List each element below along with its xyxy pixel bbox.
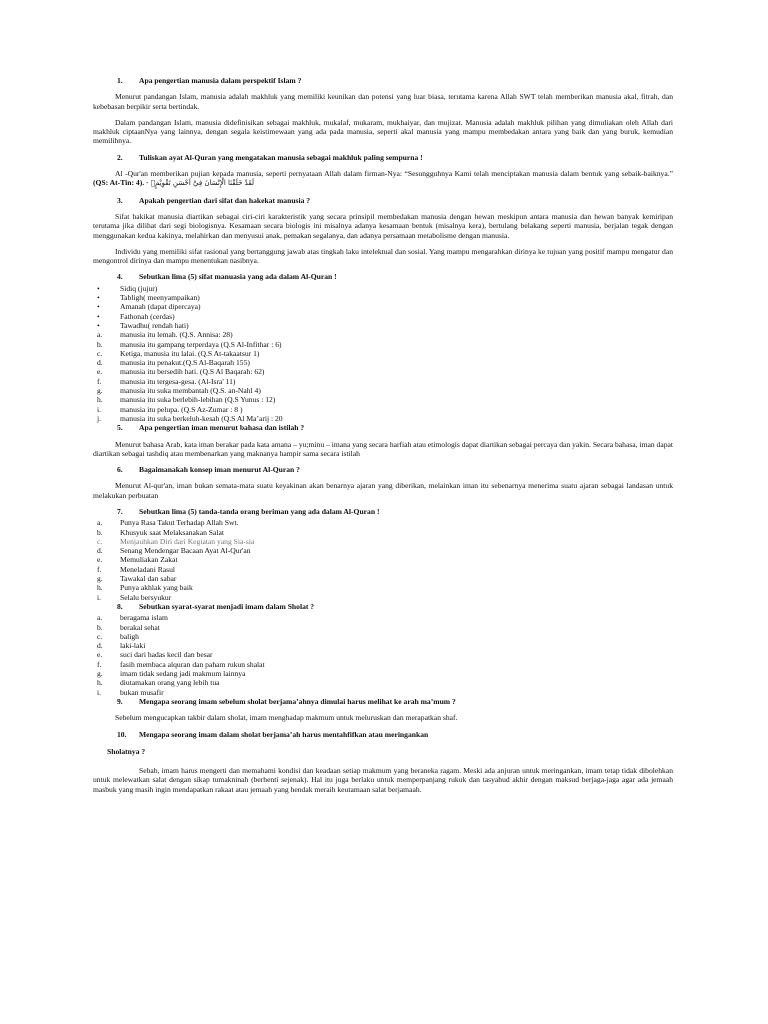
- verse-reference: (QS: At-Tin: 4).: [93, 178, 145, 188]
- list-marker: g.: [97, 386, 103, 396]
- list-item: [93, 678, 673, 687]
- list-item: [93, 688, 673, 697]
- question-number: 3.: [117, 195, 123, 205]
- answer-lettered-list: [93, 613, 673, 697]
- answer-paragraph: Sebab, imam harus mengerti dan memahami kondisi dan keadaan setiap makmum yang beraneka ragam. Meski ada anjuran untuk meringankan, imam tetap tidak dibolehkan untuk melewatkan salat dengan sikap tumakninah (berhenti sejenak). Hal itu juga berlaku untuk memperpanjang rukuk dan tasyahud akhir dengan maksud berjaga-jaga agar ada jemaah masbuk yang masih ingin mendapatkan rakaat atau jemaah yang hendak meraih keutamaan salat berjamaah.: [93, 766, 673, 794]
- list-marker: d.: [97, 546, 103, 556]
- question-title: Tuliskan ayat Al-Quran yang mengatakan manusia sebagai makhluk paling sempurna !: [139, 152, 423, 162]
- question-title-continuation: Sholatnya ?: [107, 746, 146, 756]
- list-marker: e.: [97, 367, 103, 377]
- list-item-text: Khusyuk saat Melaksanakan Salat: [120, 527, 224, 537]
- list-item: [93, 641, 673, 650]
- answer-paragraph: Dalam pandangan Islam, manusia didefinisikan sebagai makhluk, mukalaf, mukaram, mukhaiyar, dan mujizat. Manusia adalah makhluk pilihan yang dimuliakan oleh Allah dari makhluk ciptaanNya yang lainnya, dengan segala keistimewaan yang ada pada manusia, seperti akal manusia yang mampu membedakan antara yang baik dan yang buruk, kemudian memilihnya.: [93, 117, 673, 146]
- list-marker: d.: [97, 641, 103, 651]
- list-marker: i.: [97, 404, 102, 414]
- answer-paragraph: Individu yang memiliki sifat rasional yang bertanggung jawab atas tingkah laku intelektual dan sosial. Yang mampu mengarahkan dirinya ke tujuan yang positif mampu mengatur dan mengontrol dirinya dan mampu menentukan nasibnya.: [93, 246, 673, 266]
- list-item-text: Senang Mendengar Bacaan Ayat Al-Qur'an: [120, 546, 251, 556]
- question-title: Sebutkan lima (5) sifat manuasia yang ada dalam Al-Quran !: [139, 272, 337, 282]
- question-heading: [93, 507, 673, 516]
- list-item-text: beragama islam: [120, 613, 168, 623]
- question-heading: [93, 196, 673, 205]
- list-marker: h.: [97, 583, 103, 593]
- list-item-text: Tawadhu( rendah hati): [120, 320, 189, 330]
- list-item: [93, 312, 673, 321]
- list-item: [93, 613, 673, 622]
- list-item: [93, 555, 673, 564]
- question-number: 9.: [117, 696, 123, 706]
- list-marker: i.: [97, 592, 102, 602]
- list-marker: j.: [97, 413, 102, 423]
- list-item-text: Memuliakan Zakat: [120, 555, 178, 565]
- question-heading: [93, 730, 673, 739]
- list-item-text: manusia itu suka berlebih-lebihan (Q.S Yunus : 12): [120, 395, 276, 405]
- question-number: 2.: [117, 152, 123, 162]
- list-item-text: berakal sehat: [120, 622, 160, 632]
- list-item: [93, 623, 673, 632]
- list-item: [93, 632, 673, 641]
- list-item-text: manusia itu suka membantah (Q.S. an-Nahl 4): [120, 386, 261, 396]
- list-item-text: Tawakal dan sabar: [120, 574, 177, 584]
- list-marker: c.: [97, 348, 103, 358]
- list-marker: •: [97, 283, 100, 293]
- list-item: [93, 358, 673, 367]
- answer-bullet-list: [93, 284, 673, 330]
- question-heading: [93, 272, 673, 281]
- list-item-text: Amanah (dapat dipercaya): [120, 302, 201, 312]
- list-item-text: manusia itu suka berkeluh-kesah (Q.S Al Ma’arij : 20: [120, 413, 283, 423]
- question-number: 8.: [117, 601, 123, 611]
- question-title: Bagaimanakah konsep iman menurut Al-Quran ?: [139, 465, 300, 475]
- list-item-text: manusia itu pelupa. (Q.S Az-Zumar : 8 ): [120, 404, 243, 414]
- list-marker: •: [97, 302, 100, 312]
- list-item-text: Punya Rasa Takut Terhadap Allah Swt.: [120, 518, 239, 528]
- list-item-text: Meneladani Rasul: [120, 564, 176, 574]
- list-item-text: Menjauhkan Diri dari Kegiatan yang Sia-sia: [120, 536, 255, 546]
- list-marker: g.: [97, 574, 103, 584]
- question-heading: [93, 76, 673, 85]
- document-page: [93, 76, 673, 801]
- question-number: 10.: [117, 729, 127, 739]
- list-item-text: diutamakan orang yang lebih tua: [120, 678, 220, 688]
- question-heading: [93, 465, 673, 474]
- list-item-text: manusia itu lemah. (Q.S. Annisa: 28): [120, 330, 233, 340]
- answer-paragraph: Menurut pandangan Islam, manusia adalah makhluk yang memiliki keunikan dan potensi yang luar biasa, terutama karena Allah SWT telah memberikan manusia akal, fitrah, dan kebebasan berpikir serta bertindak.: [93, 92, 673, 111]
- question-title: Mengapa seorang imam sebelum sholat berjama’ahnya dimulai harus melihat ke arah ma’mum ?: [139, 696, 456, 706]
- list-marker: •: [97, 320, 100, 330]
- list-marker: i.: [97, 687, 102, 697]
- list-item-text: laki-laki: [120, 641, 146, 651]
- list-item-text: fasih membaca alquran dan paham rukun shalat: [120, 659, 265, 669]
- question-heading: [93, 153, 673, 162]
- list-marker: b.: [97, 622, 103, 632]
- list-marker: e.: [97, 650, 103, 660]
- list-marker: •: [97, 311, 100, 321]
- list-item: [93, 669, 673, 678]
- answer-paragraph: [93, 169, 673, 189]
- question-number: 5.: [117, 423, 123, 433]
- list-item-text: Ketiga, manusia itu lalai. (Q.S At-takaatsur 1): [120, 348, 260, 358]
- list-item-text: Tabligh( meenyampaikan): [120, 293, 200, 303]
- list-marker: a.: [97, 613, 103, 623]
- list-marker: d.: [97, 358, 103, 368]
- answer-paragraph: Menurut bahasa Arab, kata iman berakar pada kata amana – yu;minu – imana yang secara harfiah atau etimologis dapat diartikan sebagai percaya dan yakin. Secara bahasa, iman dapat diartikan sebagai tashdiq atau membenarkan yang maknanya hampir sama secara istilah: [93, 439, 673, 458]
- question-title: Apakah pengertian dari sifat dan hakekat manusia ?: [139, 195, 311, 205]
- list-item: [93, 546, 673, 555]
- answer-paragraph: Sifat hakikat manusia diartikan sebagai ciri-ciri karakteristik yang secara prinsipil membedakan manusia dengan hewan meskipun antara manusia dan hewan banyak kemiripan terutama jika dilihat dari segi biologisnya. Kesamaan secara biologis ini misalnya adanya kesamaan bentuk (misalnya kera), bertulang belakang seperti manusia, berjalan tegak dengan menggunakan kedua kakinya, melahirkan dan menyusui anak, pemakan segalanya, dan adanya persamaan metabolisme dengan manusia.: [93, 211, 673, 240]
- list-item-text: Selalu bersyukur: [120, 592, 172, 602]
- list-item: [93, 565, 673, 574]
- list-item: [93, 377, 673, 386]
- list-marker: g.: [97, 669, 103, 679]
- question-title: Apa pengertian iman menurut bahasa dan istilah ?: [139, 423, 305, 433]
- list-marker: h.: [97, 678, 103, 688]
- list-item: [93, 349, 673, 358]
- list-marker: c.: [97, 631, 103, 641]
- list-item-text: imam tidak sedang jadi makmum lainnya: [120, 669, 246, 679]
- list-marker: a.: [97, 330, 103, 340]
- answer-text: Al -Qur'an memberikan pujian kepada manusia, seperti pernyataan Allah dalam firman-Nya: “Sesungguhnya Kami telah menciptakan manusia dalam bentuk yang sebaik-baiknya.”: [115, 169, 673, 179]
- list-item-text: Punya akhlak yang baik: [120, 583, 193, 593]
- list-item: [93, 405, 673, 414]
- list-item: [93, 574, 673, 583]
- question-heading: [93, 697, 673, 706]
- list-item: [93, 321, 673, 330]
- question-title: Sebutkan lima (5) tanda-tanda orang beriman yang ada dalam Al-Quran !: [139, 506, 380, 516]
- arabic-verse: لَقَدْ خَلَقْنَا الْإِنْسَانَ فِيْٓ اَحْسَنِ تَقْوِيْمٍۖ -: [146, 179, 255, 188]
- list-item-text: manusia itu tergesa-gesa. (Al-Isra' 11): [120, 376, 236, 386]
- list-item: [93, 650, 673, 659]
- list-marker: •: [97, 293, 100, 303]
- question-title: Apa pengertian manusia dalam perspektif Islam ?: [139, 76, 302, 85]
- list-item: [93, 340, 673, 349]
- answer-lettered-list: [93, 330, 673, 423]
- question-heading: [93, 423, 673, 432]
- list-item: [93, 386, 673, 395]
- question-number: 7.: [117, 506, 123, 516]
- list-item: [93, 330, 673, 339]
- list-item-text: manusia itu gampang terperdaya (Q.S Al-Infithar : 6): [120, 339, 282, 349]
- list-item-text: bukan musafir: [120, 687, 164, 697]
- list-item: [93, 528, 673, 537]
- list-marker: a.: [97, 518, 103, 528]
- list-marker: e.: [97, 555, 103, 565]
- answer-paragraph: Menurut Al-qur'an, iman bukan semata-mata suatu keyakinan akan benarnya ajaran yang diberikan, melainkan iman itu sebenarnya menerima suatu ajaran sebagai landasan untuk melakukan perbuatan: [93, 481, 673, 500]
- list-marker: f.: [97, 564, 102, 574]
- question-number: 6.: [117, 465, 123, 475]
- list-item: [93, 593, 673, 602]
- answer-paragraph: Sebelum mengucapkan takbir dalam sholat, imam menghadap makmum untuk meluruskan dan merapatkan shaf.: [115, 713, 458, 723]
- list-item: [93, 395, 673, 404]
- list-marker: b.: [97, 339, 103, 349]
- question-heading: [93, 602, 673, 611]
- list-item: [93, 284, 673, 293]
- question-number: 1.: [117, 76, 123, 85]
- list-marker: f.: [97, 659, 102, 669]
- list-marker: f.: [97, 376, 102, 386]
- list-item-text: Sidiq (jujur): [120, 283, 158, 293]
- list-item: [93, 302, 673, 311]
- question-number: 4.: [117, 272, 123, 282]
- list-item: [93, 537, 673, 546]
- list-item-text: manusia itu bersedih hati. (Q.S Al Baqarah: 62): [120, 367, 265, 377]
- list-item: [93, 293, 673, 302]
- list-item: [93, 518, 673, 527]
- list-item-text: baligh: [120, 631, 139, 641]
- list-item-text: manusia itu penakut.(Q.S Al-Baqarah 155): [120, 358, 250, 368]
- answer-lettered-list: [93, 518, 673, 602]
- list-marker: b.: [97, 527, 103, 537]
- question-title: Sebutkan syarat-syarat menjadi imam dalam Sholat ?: [139, 601, 315, 611]
- list-item: [93, 583, 673, 592]
- list-item: [93, 367, 673, 376]
- question-title: Mengapa seorang imam dalam sholat berjama’ah harus mentahfifkan atau meringankan: [139, 729, 429, 739]
- list-marker: h.: [97, 395, 103, 405]
- list-item-text: Fathonah (cerdas): [120, 311, 175, 321]
- list-item: [93, 414, 673, 423]
- list-marker: c.: [97, 536, 103, 546]
- list-item-text: suci dari hadas kecil dan besar: [120, 650, 213, 660]
- list-item: [93, 660, 673, 669]
